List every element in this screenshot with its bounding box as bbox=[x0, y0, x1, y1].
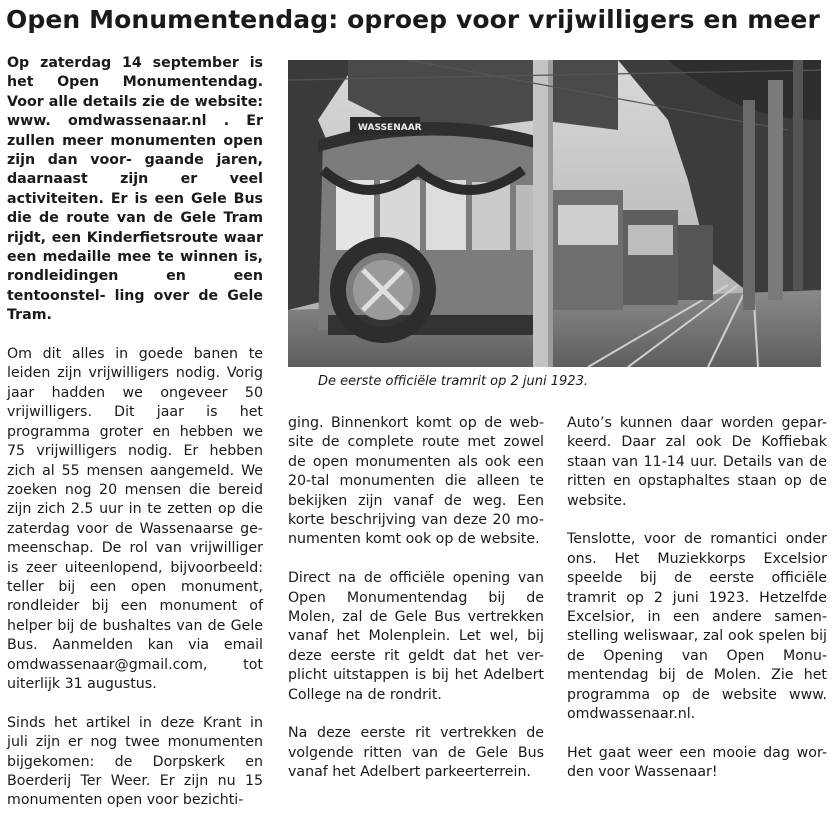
photo-caption: De eerste officiële tramrit op 2 juni 1923. bbox=[318, 374, 588, 389]
right-column bbox=[567, 414, 827, 802]
excelsior-paragraph: Tenslotte, voor de romantici onder ons. Het Muziekkorps Excelsior speelde bij de eerste officiële tramrit op 2 juni 1923. Hetzelfde Excelsior, in een andere samen- stelling weliswaar, zal ook spelen bij de Opening van Open Monu- mentendag bij de Molen. Zie het programma op de website www. omdwassenaar.nl. bbox=[567, 531, 827, 723]
route-paragraph: ging. Binnenkort komt op de web- site de complete route met zowel de open monumenten als ook een 20-tal monumenten die alleen te bekijken zijn vanaf de weg. Een korte beschrijving van deze 20 mo- numenten komt ook op de website. bbox=[288, 415, 544, 548]
rides-paragraph: Na deze eerste rit vertrekken de volgende ritten van de Gele Bus vanaf het Adelbert parkeerterrein. bbox=[288, 725, 544, 781]
monuments-paragraph: Sinds het artikel in deze Krant in juli zijn er nog twee monumenten bijgekomen: de Dorpskerk en Boerderij Ter Weer. Er zijn nu 15 monumenten open voor bezichti- bbox=[7, 714, 263, 809]
tram-sign-text: WASSENAAR bbox=[358, 123, 422, 133]
tram-photo bbox=[288, 60, 821, 367]
opening-paragraph: Direct na de officiële opening van Open Monumentendag bij de Molen, zal de Gele Bus vertrekken vanaf het Molenplein. Let wel, bij deze eerste rit geldt dat het ver- plicht uitstappen is bij het Adelbert College na de rondrit. bbox=[288, 570, 544, 703]
article-headline: Open Monumentendag: oproep voor vrijwilligers en meer bbox=[6, 5, 820, 34]
parking-paragraph: Auto’s kunnen daar worden gepar- keerd. Daar zal ook De Koffiebak staan van 11-14 uur. Details van de ritten en opstaphaltes staan op de website. bbox=[567, 415, 827, 509]
volunteers-paragraph: Om dit alles in goede banen te leiden zijn vrijwilligers nodig. Vorig jaar hadden we ongeveer 50 vrijwilligers. Dit jaar is het programma groter en hebben we 75 vrijwilligers nodig. Er hebben zich al 55 mensen aangemeld. We zoeken nog 20 mensen die bereid zijn zich 2.5 uur in te zetten op die zaterdag voor de Wassenaarse ge- meenschap. De rol van vrijwilliger is zeer uiteenlopend, bijvoorbeeld: teller bij een open monument, rondleider bij een monument of helper bij de bushaltes van de Gele Bus. Aanmelden kan via email omdwassenaar@gmail.com, tot uiterlijk 31 augustus. bbox=[7, 346, 263, 692]
intro-paragraph: Op zaterdag 14 september is het Open Monumentendag. Voor alle details zie de website: www. omdwassenaar.nl . Er zullen meer monumenten open zijn dan voor- gaande jaren, daarnaast zijn er veel activiteiten. Er is een Gele Bus die de route van de Gele Tram rijdt, een Kinderfietsroute waar een medaille mee te winnen is, rondleidingen en een tentoonstel- ling over de Gele Tram. bbox=[7, 55, 263, 324]
middle-column bbox=[288, 414, 544, 802]
left-column bbox=[7, 54, 263, 830]
tram-photo-illustration bbox=[288, 60, 821, 367]
closing-paragraph: Het gaat weer een mooie dag wor- den voor Wassenaar! bbox=[567, 744, 827, 781]
